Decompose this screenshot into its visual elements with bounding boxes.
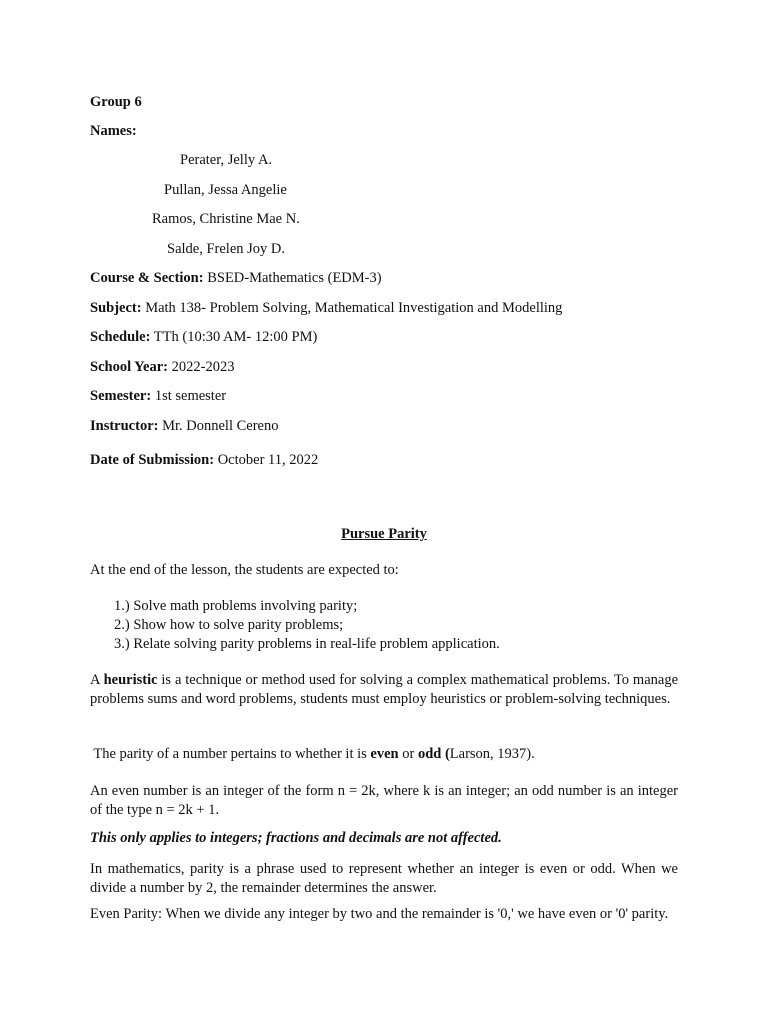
- field-value: BSED-Mathematics (EDM-3): [203, 270, 382, 286]
- student-name: Perater, Jelly A.: [180, 152, 273, 168]
- keyword-even: even: [370, 746, 399, 762]
- section-title: [0, 526, 768, 543]
- text-run: The parity of a number pertains to whether it is: [90, 746, 371, 762]
- field-label: Schedule:: [90, 329, 151, 345]
- even-parity-definition: Even Parity: When we divide any integer by two and the remainder is '0,' we have even or '0' parity.: [90, 906, 669, 922]
- field-value: 1st semester: [151, 388, 227, 404]
- text-run: A: [90, 672, 104, 688]
- keyword-heuristic: heuristic: [103, 672, 158, 688]
- field-value: TTh (10:30 AM- 12:00 PM): [150, 329, 318, 345]
- field-label: Instructor:: [90, 418, 159, 434]
- field-label: Date of Submission:: [90, 452, 215, 468]
- text-run: is a technique or method used for solving a complex mathematical problems. To manage problems sums and word problems, students must employ heuristics or problem-solving techniques.: [90, 672, 679, 707]
- subject-field: [90, 300, 562, 317]
- student-name: Pullan, Jessa Angelie: [164, 182, 287, 198]
- student-name: Ramos, Christine Mae N.: [152, 211, 300, 227]
- objectives-list: [114, 597, 500, 654]
- field-value: October 11, 2022: [214, 452, 319, 468]
- instructor-field: [90, 418, 278, 435]
- schedule-field: [90, 329, 317, 346]
- school-year-field: [90, 359, 234, 376]
- even-odd-definition: An even number is an integer of the form n = 2k, where k is an integer; an odd number is an integer of the type n = 2k + 1.: [90, 783, 678, 818]
- field-value: Mr. Donnell Cereno: [158, 418, 279, 434]
- field-label: Course & Section:: [90, 270, 204, 286]
- parity-math-definition: In mathematics, parity is a phrase used to represent whether an integer is even or odd. When we divide a number by 2, the remainder determines the answer.: [90, 861, 678, 896]
- keyword-odd: odd (: [417, 746, 450, 762]
- text-run: Larson, 1937).: [449, 746, 535, 762]
- student-name: Salde, Frelen Joy D.: [167, 241, 285, 257]
- section-title-text: Pursue Parity: [341, 526, 427, 542]
- text-run: or: [398, 746, 418, 762]
- field-label: School Year:: [90, 359, 168, 375]
- objectives-intro: At the end of the lesson, the students are expected to:: [90, 562, 399, 578]
- submission-date-field: [90, 452, 318, 469]
- list-item: 2.) Show how to solve parity problems;: [114, 617, 344, 633]
- group-label: Group 6: [90, 94, 142, 110]
- heuristic-paragraph: [90, 671, 678, 709]
- field-value: Math 138- Problem Solving, Mathematical Investigation and Modelling: [141, 300, 563, 316]
- field-label: Semester:: [90, 388, 152, 404]
- semester-field: [90, 388, 226, 405]
- names-label: Names:: [90, 123, 137, 139]
- list-item: 1.) Solve math problems involving parity;: [114, 598, 358, 614]
- list-item: 3.) Relate solving parity problems in real-life problem application.: [114, 636, 500, 652]
- course-section-field: [90, 270, 382, 287]
- parity-paragraph: [90, 745, 678, 764]
- field-label: Subject:: [90, 300, 142, 316]
- field-value: 2022-2023: [168, 359, 235, 375]
- integer-note: This only applies to integers; fractions and decimals are not affected.: [90, 830, 502, 846]
